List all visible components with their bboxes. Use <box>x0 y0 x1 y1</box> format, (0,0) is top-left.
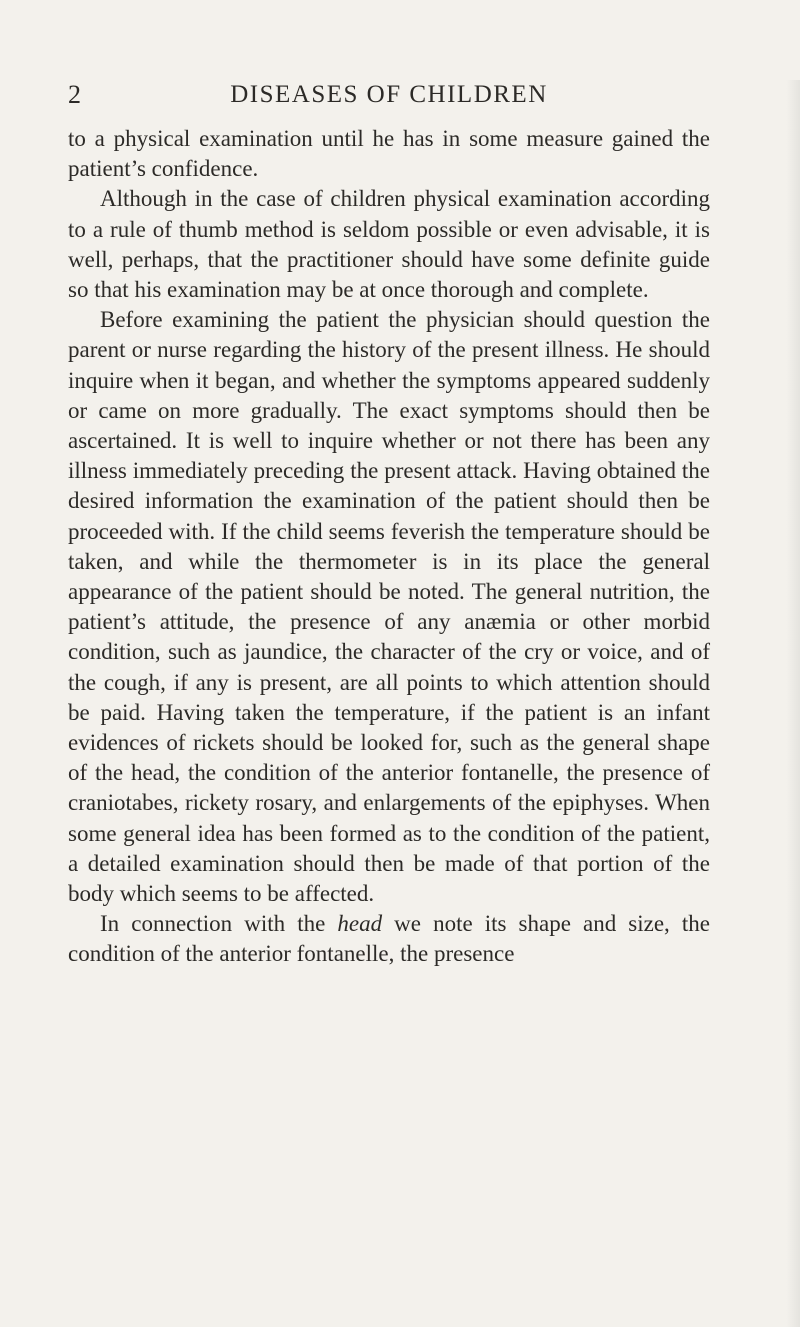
page-edge-shadow <box>786 80 800 1327</box>
italic-term-head: head <box>337 911 383 937</box>
body-text <box>68 124 710 970</box>
paragraph-4-lead: In connection with the <box>100 911 338 937</box>
paragraph-1: to a physical examination until he has in some measure gained the patient’s confidence. <box>68 126 710 182</box>
book-page <box>0 80 800 1327</box>
running-title: DISEASES OF CHILDREN <box>230 81 548 108</box>
running-head <box>68 80 710 124</box>
paragraph-4 <box>68 909 710 969</box>
paragraph-3: Before examining the patient the physician should question the parent or nurse regarding the history of the present illness. He should inquire when it began, and whether the symptoms appeared suddenly or came on more gradually. The exact symptoms should then be ascertained. It is well to inquire whether or not there has been any illness immediately preceding the present attack. Having obtained the desired information the examination of the patient should then be proceeded with. If the child seems feverish the temperature should be taken, and while the thermometer is in its place the general appearance of the patient should be noted. The general nutrition, the patient’s attitude, the presence of any anæmia or other morbid condition, such as jaundice, the character of the cry or voice, and of the cough, if any is present, are all points to which attention should be paid. Having taken the temperature, if the patient is an infant evidences of rickets should be looked for, such as the general shape of the head, the condition of the anterior fontanelle, the presence of craniotabes, rickety rosary, and enlargements of the epiphyses. When some general idea has been formed as to the condition of the patient, a detailed examination should then be made of that portion of the body which seems to be affected. <box>68 307 710 907</box>
paragraph-4-rest: we note its shape and size, the condition of the anterior fontanelle, the presence <box>68 911 710 967</box>
page-number: 2 <box>68 80 81 109</box>
paragraph-2: Although in the case of children physical examination according to a rule of thumb method is seldom possible or even advisable, it is well, perhaps, that the practitioner should have some definite guide so that his examination may be at once thorough and complete. <box>68 186 710 303</box>
